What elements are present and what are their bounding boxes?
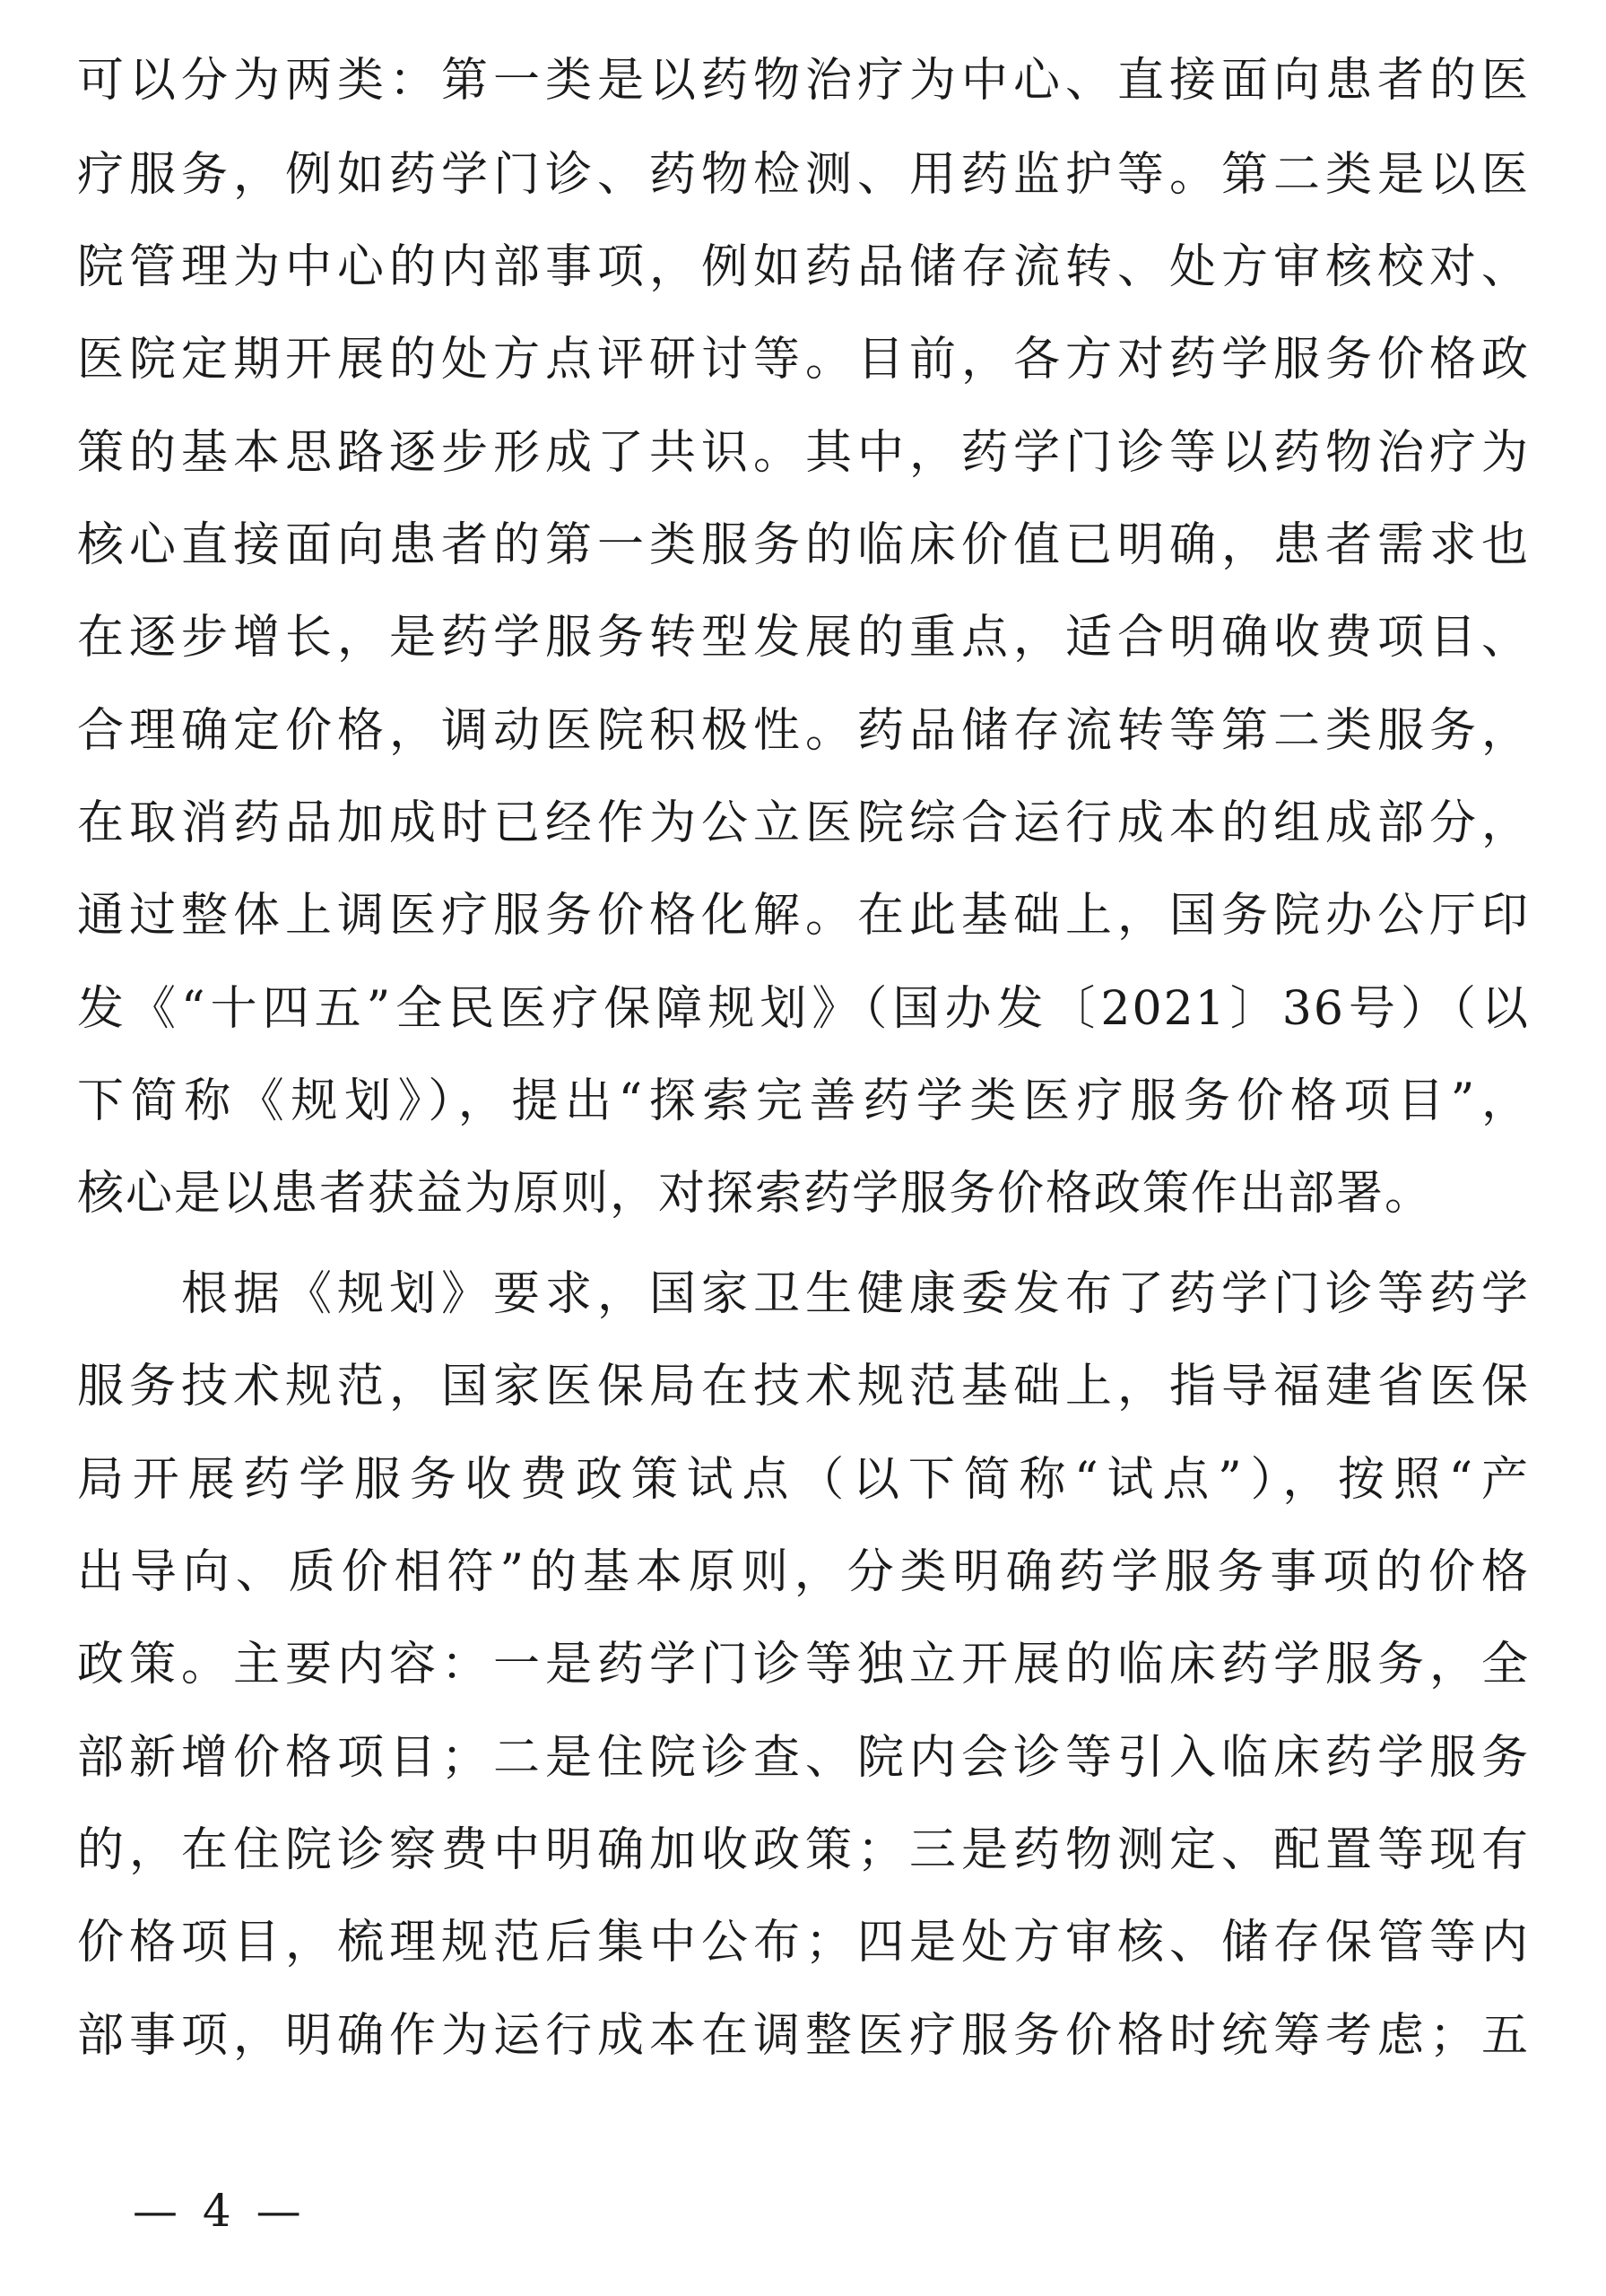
text-line: 在取消药品加成时已经作为公立医院综合运行成本的组成部分， [77,796,1530,850]
text-line: 部新增价格项目；二是住院诊查、院内会诊等引入临床药学服务 [77,1731,1530,1785]
text-line: 服务技术规范，国家医保局在技术规范基础上，指导福建省医保 [77,1360,1530,1413]
text-line: 在逐步增长，是药学服务转型发展的重点，适合明确收费项目、 [77,611,1530,665]
text-line: 通过整体上调医疗服务价格化解。在此基础上，国务院办公厅印 [77,889,1530,943]
text-line: 核心是以患者获益为原则，对探索药学服务价格政策作出部署。 [77,1167,1434,1221]
text-line: 医院定期开展的处方点评研讨等。目前，各方对药学服务价格政 [77,333,1530,387]
text-line: 合理确定价格，调动医院积极性。药品储存流转等第二类服务， [77,704,1530,758]
text-line: 政策。主要内容：一是药学门诊等独立开展的临床药学服务，全 [77,1638,1530,1692]
text-line: 发《“十四五”全民医疗保障规划》（国办发〔2021〕36号）（以 [77,982,1530,1036]
text-line: 疗服务，例如药学门诊、药物检测、用药监护等。第二类是以医 [77,148,1530,202]
text-line: 下简称《规划》），提出“探索完善药学类医疗服务价格项目”， [77,1074,1530,1128]
page-number: — 4 — [133,2185,307,2237]
text-line: 出导向、质价相符”的基本原则，分类明确药学服务事项的价格 [77,1545,1530,1599]
text-line: 可以分为两类：第一类是以药物治疗为中心、直接面向患者的医 [77,54,1530,108]
text-line: 院管理为中心的内部事项，例如药品储存流转、处方审核校对、 [77,240,1530,294]
paragraph-first-line: 根据《规划》要求，国家卫生健康委发布了药学门诊等药学 [181,1267,1530,1321]
text-line: 核心直接面向患者的第一类服务的临床价值已明确，患者需求也 [77,518,1530,572]
text-line: 局开展药学服务收费政策试点（以下简称“试点”），按照“产 [77,1453,1530,1507]
text-line: 部事项，明确作为运行成本在调整医疗服务价格时统筹考虑；五 [77,2009,1530,2063]
text-line: 的，在住院诊察费中明确加收政策；三是药物测定、配置等现有 [77,1823,1530,1877]
text-line: 价格项目，梳理规范后集中公布；四是处方审核、储存保管等内 [77,1916,1530,1970]
text-line: 策的基本思路逐步形成了共识。其中，药学门诊等以药物治疗为 [77,426,1530,480]
